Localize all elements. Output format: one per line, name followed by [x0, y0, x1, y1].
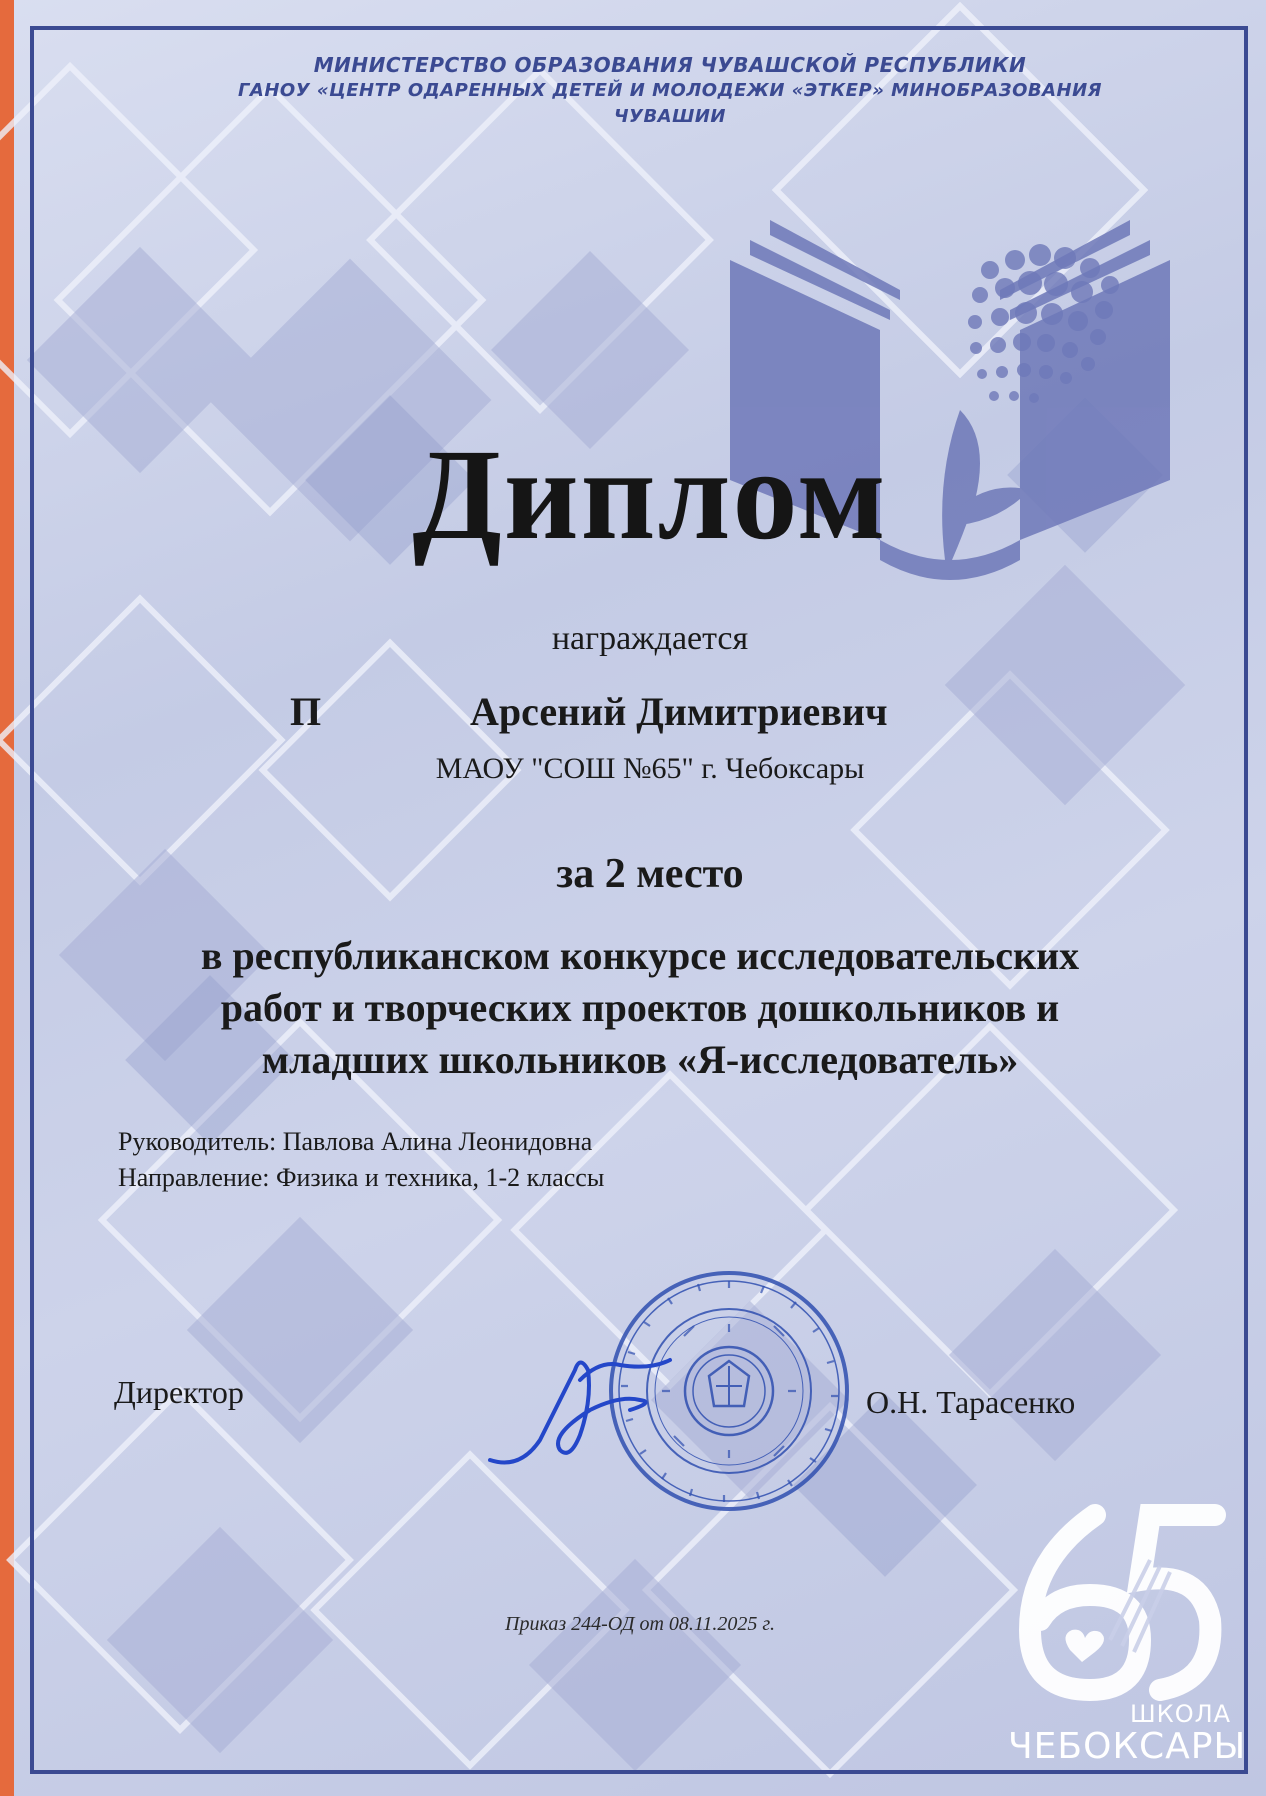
center-line: ГАНОУ «ЦЕНТР ОДАРЕННЫХ ДЕТЕЙ И МОЛОДЕЖИ «ЭТКЕР» МИНОБРАЗОВАНИЯ ЧУВАШИИ — [237, 80, 1103, 127]
document-title: Диплом — [412, 423, 888, 567]
recipient-surname-initial: П — [290, 689, 322, 734]
contest-line: в республиканском конкурсе исследовательских — [200, 933, 1080, 978]
recipient-name: Арсений Димитриевич — [470, 689, 888, 734]
issuer-header — [190, 52, 1150, 130]
contest-line: работ и творческих проектов дошкольников и — [220, 985, 1060, 1030]
order-reference: Приказ 244-ОД от 08.11.2025 г. — [505, 1613, 775, 1635]
direction-line: Направление: Физика и техника, 1-2 классы — [118, 1163, 605, 1192]
signatory-name: О.Н. Тарасенко — [866, 1384, 1076, 1420]
logo-word-city: ЧЕБОКСАРЫ — [1008, 1726, 1247, 1767]
awarded-text: награждается — [551, 620, 749, 657]
signature-mark — [480, 1340, 690, 1480]
school-65-logo-icon — [1000, 1500, 1230, 1710]
signatory-role: Директор — [114, 1374, 244, 1410]
ministry-line: МИНИСТЕРСТВО ОБРАЗОВАНИЯ ЧУВАШСКОЙ РЕСПУБЛИКИ — [313, 53, 1027, 77]
contest-line: младших школьников «Я-исследователь» — [261, 1037, 1019, 1082]
contest-description — [110, 930, 1170, 1086]
award-place: за 2 место — [556, 851, 744, 897]
supervisor-line: Руководитель: Павлова Алина Леонидовна — [118, 1127, 593, 1156]
recipient-school: МАОУ "СОШ №65" г. Чебоксары — [435, 752, 865, 785]
award-details — [118, 1124, 604, 1196]
logo-word-school: ШКОЛА — [1130, 1700, 1232, 1728]
